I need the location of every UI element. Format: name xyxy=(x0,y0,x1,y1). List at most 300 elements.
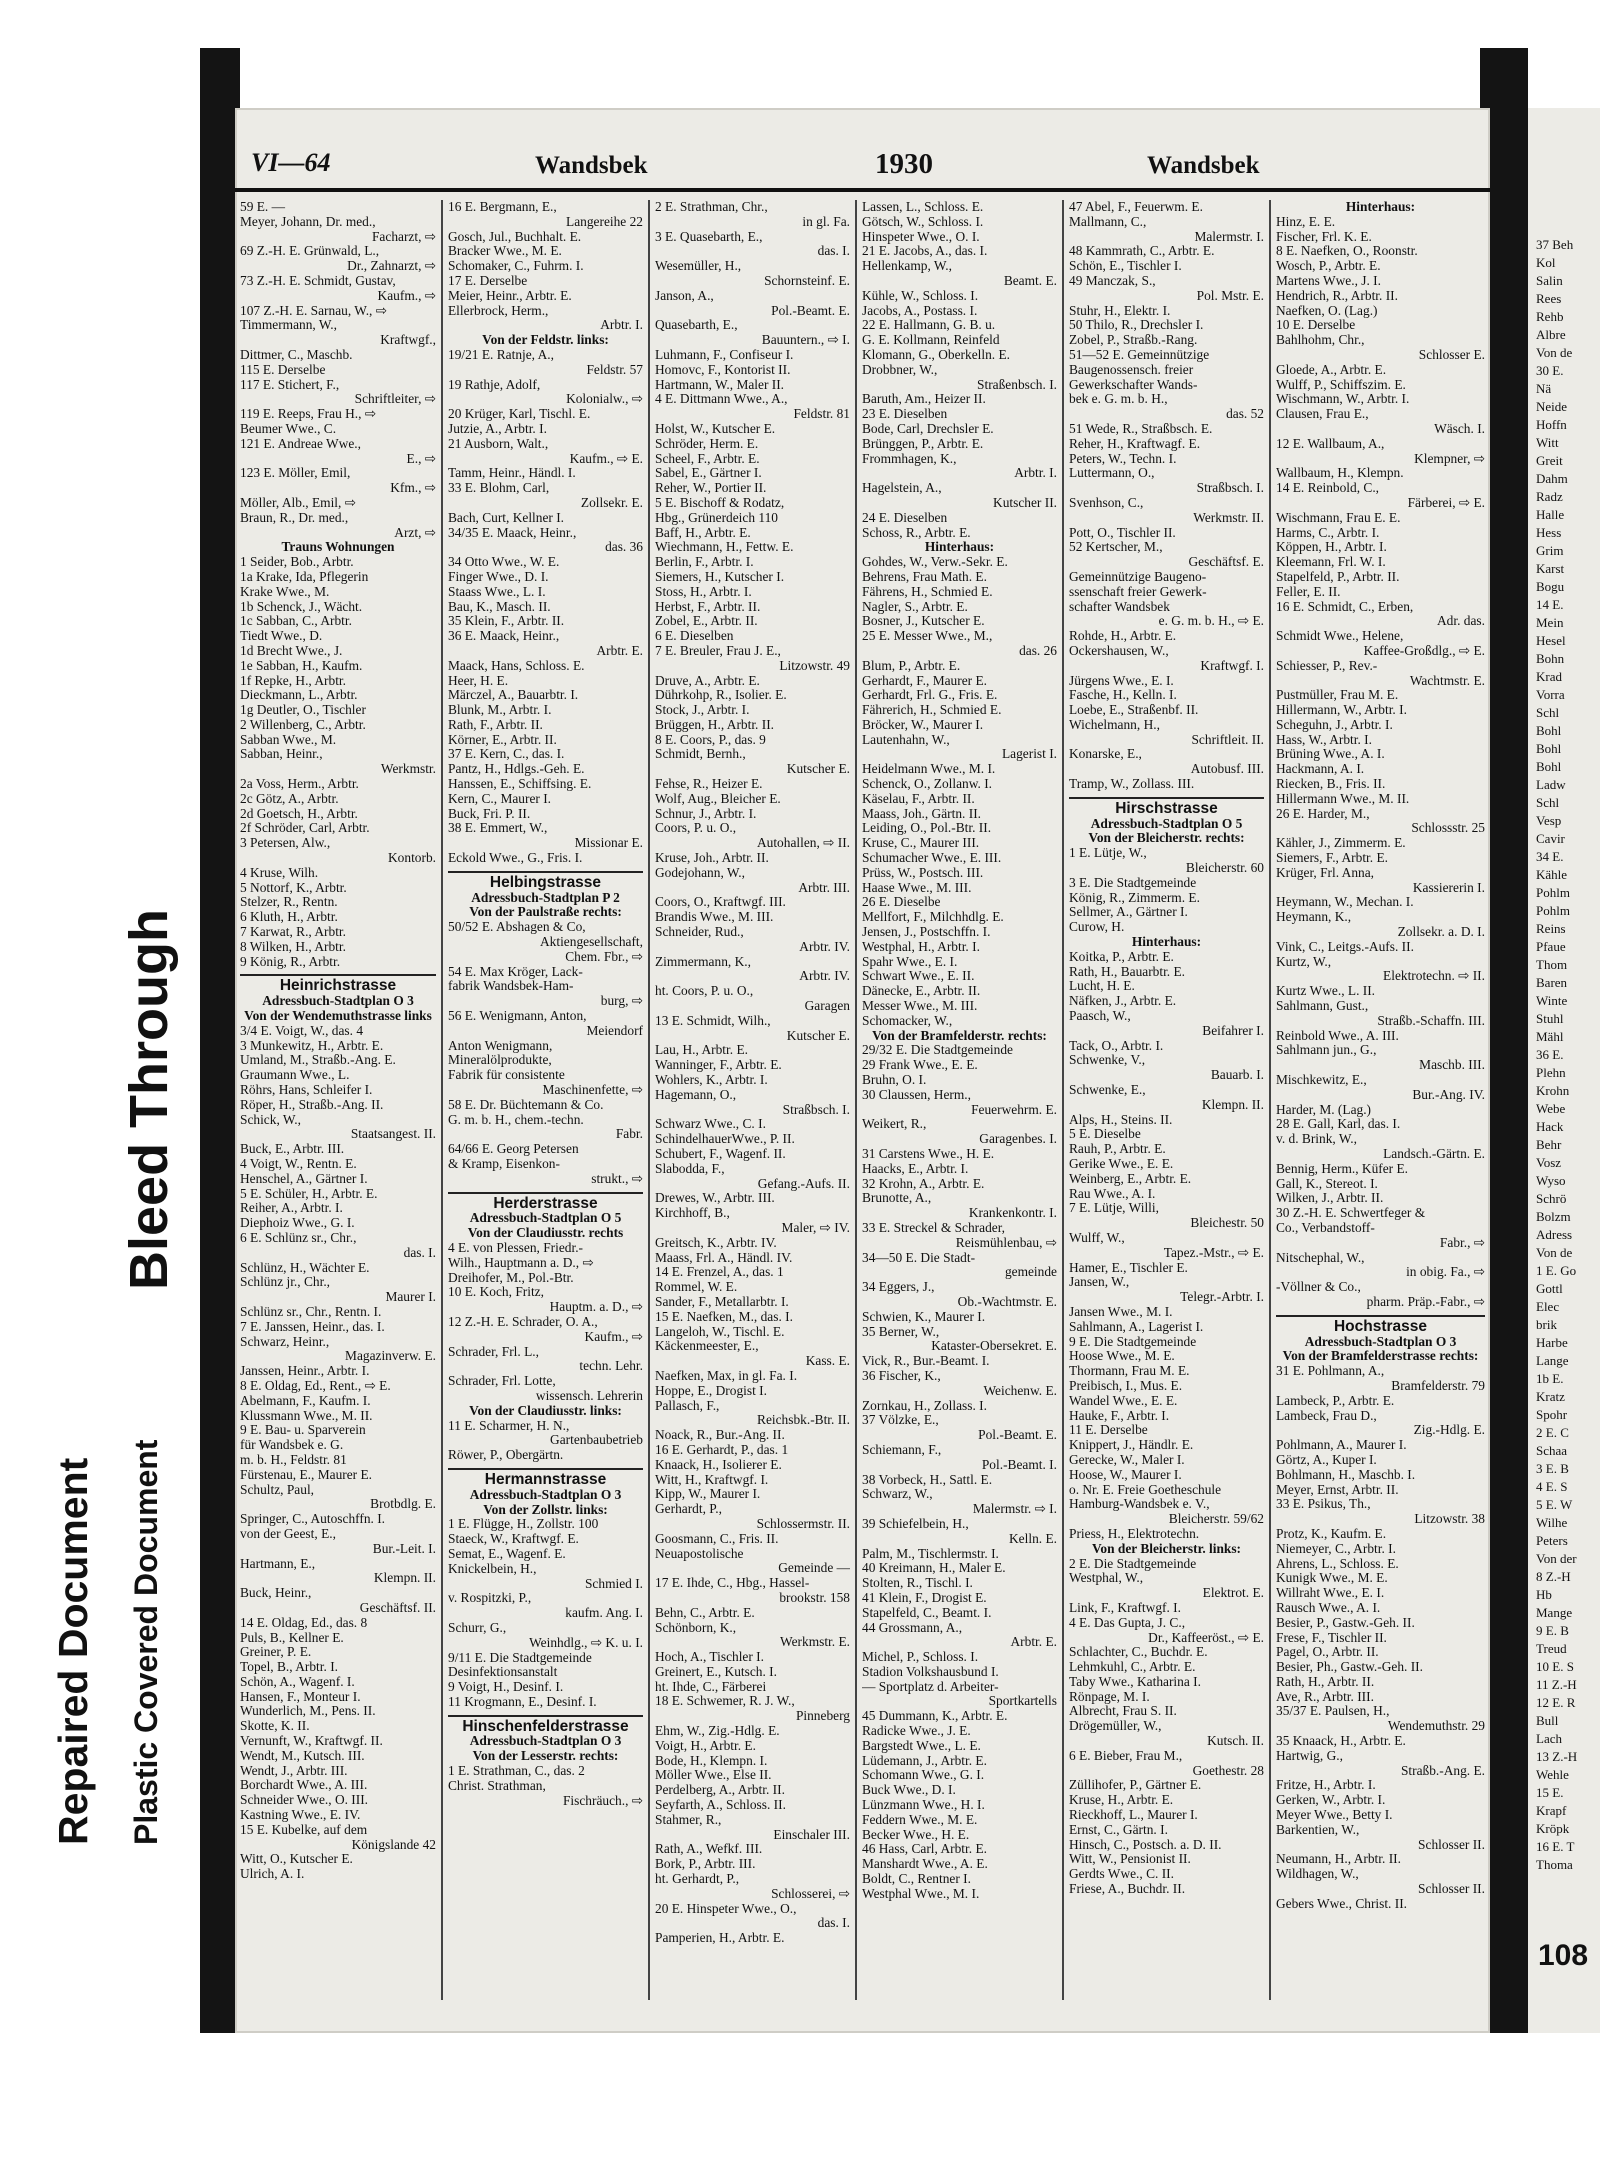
directory-entry: Meyer Wwe., Betty I. xyxy=(1276,1808,1393,1823)
directory-entry: Schlachter, C., Buchdr. E. xyxy=(1069,1645,1208,1660)
directory-entry: Neumann, H., Arbtr. II. xyxy=(1276,1852,1401,1867)
directory-entry: Fürstenau, E., Maurer E. xyxy=(240,1467,373,1482)
directory-entry: Schönborn, K., xyxy=(655,1620,737,1635)
next-page-line: Bohn xyxy=(1536,651,1565,666)
directory-entry: ht. Ihde, C., Färberei xyxy=(655,1679,767,1694)
directory-entry: Henschel, A., Gärtner I. xyxy=(240,1171,368,1186)
directory-entry: 9 E. Bau- u. Sparverein xyxy=(240,1423,366,1438)
directory-entry: 48 Kammrath, C., Arbtr. E. xyxy=(1069,244,1215,259)
directory-entry: Bleicherstr. 60 xyxy=(1185,861,1264,876)
directory-entry: Wesemüller, H., xyxy=(655,259,742,274)
next-page-line: Greit xyxy=(1536,453,1563,468)
directory-entry: Schiemann, F., xyxy=(862,1442,942,1457)
directory-entry: Hinspeter Wwe., O. I. xyxy=(862,229,980,244)
directory-entry: Maschb. III. xyxy=(1419,1058,1485,1073)
directory-entry: Frese, F., Tischler II. xyxy=(1276,1630,1387,1645)
directory-entry: Gartenbaubetrieb xyxy=(550,1433,643,1448)
directory-entry: Rauh, P., Arbtr. E. xyxy=(1069,1142,1166,1157)
directory-entry: Gerhardt, Frl. G., Fris. E. xyxy=(862,688,998,703)
next-page-line: 14 E. xyxy=(1536,597,1564,612)
directory-entry: Schomacker, W., xyxy=(862,1013,953,1028)
directory-entry: techn. Lehr. xyxy=(579,1359,643,1374)
directory-entry: Wendt, J., Arbtr. III. xyxy=(240,1763,348,1778)
directory-entry: Arbtr. I. xyxy=(600,318,643,333)
directory-entry: 33 E. Psikus, Th., xyxy=(1276,1497,1371,1512)
directory-entry: 29/32 E. Die Stadtgemeinde xyxy=(862,1043,1013,1058)
directory-entry: Färberei, ⇨ E. xyxy=(1407,495,1485,510)
scanner-shadow-left xyxy=(200,48,240,2033)
directory-entry: Palm, M., Tischlermstr. I. xyxy=(862,1546,999,1561)
directory-entry: Gefang.-Aufs. II. xyxy=(757,1176,850,1191)
directory-entry: Naefken, O. (Lag.) xyxy=(1276,303,1378,318)
directory-entry: Kolonialw., ⇨ xyxy=(566,392,643,407)
section-note: Hinterhaus: xyxy=(924,540,995,555)
directory-entry: Nagler, S., Arbtr. E. xyxy=(862,599,968,614)
directory-entry: 21 E. Jacobs, A., das. I. xyxy=(862,244,988,259)
section-note: Von der Zollstr. links: xyxy=(483,1502,608,1517)
directory-entry: Kühle, W., Schloss. I. xyxy=(862,288,979,303)
directory-entry: Meyer, Johann, Dr. med., xyxy=(240,214,376,229)
directory-entry: Pallasch, F., xyxy=(655,1398,720,1413)
directory-entry: Straßb.-Schaffn. III. xyxy=(1377,1013,1485,1028)
directory-entry: Eckold Wwe., G., Fris. I. xyxy=(448,851,583,866)
directory-entry: Arbtr. III. xyxy=(798,880,850,895)
directory-entry: Malermstr. ⇨ I. xyxy=(972,1502,1057,1517)
directory-entry: 32 Krohn, A., Arbtr. E. xyxy=(862,1176,985,1191)
directory-entry: 58 E. Dr. Büchtemann & Co. xyxy=(448,1097,604,1112)
next-page-line: Mange xyxy=(1536,1605,1573,1620)
section-note: Von der Paulstraße rechts: xyxy=(469,905,622,920)
directory-entry: Kraftwgf., xyxy=(380,333,436,348)
directory-entry: Jutzie, A., Arbtr. I. xyxy=(448,421,547,436)
next-page-line: Albre xyxy=(1536,327,1566,342)
directory-entry: Besier, Ph., Gastw.-Geh. II. xyxy=(1276,1660,1423,1675)
directory-entry: Arbtr. I. xyxy=(1014,466,1057,481)
directory-column-5 xyxy=(1062,200,1269,2000)
section-note: Von der Bramfelderstr. rechts: xyxy=(872,1028,1047,1043)
directory-entry: Elektrotechn. ⇨ II. xyxy=(1383,969,1485,984)
directory-entry: 9 E. Die Stadtgemeinde xyxy=(1069,1334,1197,1349)
directory-entry: Fährens, H., Schmied E. xyxy=(862,584,993,599)
directory-entry: Michel, P., Schloss. I. xyxy=(862,1650,979,1665)
directory-entry: Chem. Fbr., ⇨ xyxy=(565,949,643,964)
directory-entry: Hoch, A., Tischler I. xyxy=(655,1650,764,1665)
directory-entry: Timmermann, W., xyxy=(240,318,337,333)
directory-entry: 7 Karwat, R., Arbtr. xyxy=(240,925,346,940)
header-city-left: Wandsbek xyxy=(535,152,648,179)
directory-entry: Hellenkamp, W., xyxy=(862,259,952,274)
section-note: Von der Bleicherstr. links: xyxy=(1091,1541,1242,1556)
directory-entry: Landsch.-Gärtn. E. xyxy=(1383,1147,1485,1161)
next-page-line: 3 E. B xyxy=(1536,1461,1569,1476)
directory-entry: Fehse, R., Heizer E. xyxy=(655,777,763,792)
directory-entry: Schultz, Paul, xyxy=(240,1482,315,1497)
directory-entry: 2a Voss, Herm., Arbtr. xyxy=(240,777,359,792)
next-page-line: Hesel xyxy=(1536,633,1566,648)
directory-entry: E., ⇨ xyxy=(406,451,436,466)
directory-entry: Ulrich, A. I. xyxy=(240,1867,305,1882)
directory-entry: Heymann, K., xyxy=(1276,910,1352,925)
next-page-line: Adress xyxy=(1536,1227,1573,1242)
directory-entry: Kern, C., Maurer I. xyxy=(448,791,551,806)
directory-entry: Drögemüller, W., xyxy=(1069,1719,1162,1734)
directory-entry: Straßbsch. I. xyxy=(782,1102,850,1117)
directory-entry: 36 Fischer, K., xyxy=(862,1368,941,1383)
directory-entry: Puls, B., Kellner E. xyxy=(240,1630,344,1645)
next-page-line: Cavir xyxy=(1536,831,1565,846)
directory-entry: Lassen, L., Schloss. E. xyxy=(862,200,984,214)
directory-entry: Nitschephal, W., xyxy=(1276,1250,1365,1265)
directory-entry: Feldstr. 57 xyxy=(586,362,643,377)
directory-entry: 7 E. Breuler, Frau J. E., xyxy=(655,643,781,658)
directory-entry: Protz, K., Kaufm. E. xyxy=(1276,1526,1387,1541)
directory-entry: Bahlhohm, Chr., xyxy=(1276,333,1365,348)
directory-entry: Hoose Wwe., M. E. xyxy=(1069,1349,1175,1364)
directory-entry: Coors, P. u. O., xyxy=(655,821,737,836)
section-note: Adressbuch-Stadtplan O 3 xyxy=(469,1487,622,1502)
directory-entry: Staass Wwe., L. I. xyxy=(448,584,546,599)
directory-entry: 115 E. Derselbe xyxy=(240,362,326,377)
directory-entry: SchindelhauerWwe., P. II. xyxy=(655,1132,795,1147)
directory-entry: Schlosserei, ⇨ xyxy=(771,1886,850,1901)
directory-entry: Maass, Joh., Gärtn. II. xyxy=(862,806,982,821)
directory-entry: 51 Wede, R., Straßbsch. E. xyxy=(1069,421,1213,436)
next-page-line: Grim xyxy=(1536,543,1564,558)
directory-entry: Jansen, W., xyxy=(1069,1275,1130,1290)
directory-entry: 51—52 E. Gemeinnützige xyxy=(1069,347,1210,362)
directory-entry: das. 26 xyxy=(1019,643,1057,658)
directory-entry: Riecken, B., Fris. II. xyxy=(1276,777,1386,792)
directory-entry: Pol.-Beamt. E. xyxy=(771,303,850,318)
directory-entry: Hillermann Wwe., M. II. xyxy=(1276,791,1410,806)
directory-entry: Kähler, J., Zimmerm. E. xyxy=(1276,836,1406,851)
directory-entry: Bauuntern., ⇨ I. xyxy=(761,333,850,348)
directory-entry: das. 52 xyxy=(1226,407,1264,422)
next-page-line: Mähl xyxy=(1536,1029,1564,1044)
directory-entry: Litzowstr. 49 xyxy=(779,658,850,673)
directory-entry: 9/11 E. Die Stadtgemeinde xyxy=(448,1650,592,1665)
directory-entry: Martens Wwe., J. I. xyxy=(1276,273,1381,288)
directory-entry: Schröder, Herm. E. xyxy=(655,436,759,451)
directory-entry: Haase Wwe., M. III. xyxy=(862,880,972,895)
directory-entry: Schnur, J., Arbtr. I. xyxy=(655,806,757,821)
directory-entry: Zollsekr. E. xyxy=(580,495,643,510)
directory-entry: Lüdemann, J., Arbtr. E. xyxy=(862,1753,987,1768)
directory-entry: Hendrich, R., Arbtr. II. xyxy=(1276,288,1398,303)
directory-entry: Baff, H., Arbtr. E. xyxy=(655,525,751,540)
directory-entry: Wallbaum, H., Klempn. xyxy=(1276,466,1404,481)
directory-entry: 19/21 E. Ratnje, A., xyxy=(448,347,554,362)
section-note: Von der Claudiusstr. links: xyxy=(469,1403,622,1418)
directory-entry: -Völlner & Co., xyxy=(1276,1280,1361,1295)
street-heading: Helbingstrasse xyxy=(448,871,643,891)
directory-entry: Bohlmann, H., Maschb. I. xyxy=(1276,1467,1416,1482)
directory-entry: Kutscher E. xyxy=(786,762,850,777)
directory-entry: Gerken, W., Arbtr. I. xyxy=(1276,1793,1386,1808)
directory-entry: 23 E. Dieselben xyxy=(862,407,948,422)
directory-entry: Bramfelderstr. 79 xyxy=(1391,1378,1485,1393)
directory-entry: Klempn. II. xyxy=(373,1571,436,1586)
directory-entry: Arbtr. IV. xyxy=(799,939,850,954)
directory-entry: Schneider Wwe., O. III. xyxy=(240,1793,369,1808)
directory-entry: Reismühlenbau, ⇨ xyxy=(955,1235,1057,1250)
next-page-line: Treud xyxy=(1536,1641,1567,1656)
directory-entry: Hackmann, A. I. xyxy=(1276,762,1365,777)
directory-entry: 11 E. Derselbe xyxy=(1069,1423,1148,1438)
directory-entry: Scheel, F., Arbtr. E. xyxy=(655,451,760,466)
directory-entry: Wachtmstr. E. xyxy=(1409,673,1485,688)
directory-entry: Wichelmann, H., xyxy=(1069,717,1160,732)
section-note: Von der Wendemuthstrasse links xyxy=(244,1009,432,1024)
directory-entry: Hauptm. a. D., ⇨ xyxy=(549,1300,643,1315)
directory-entry: Slabodda, F., xyxy=(655,1161,725,1176)
directory-entry: Taby Wwe., Katharina I. xyxy=(1069,1674,1201,1689)
directory-entry: Gall, K., Stereot. I. xyxy=(1276,1176,1378,1191)
directory-entry: Märczel, A., Bauarbtr. I. xyxy=(448,688,579,703)
directory-entry: Hamburg-Wandsbek e. V., xyxy=(1069,1497,1210,1512)
directory-entry: Lünzmann Wwe., H. I. xyxy=(862,1798,985,1813)
directory-entry: Preibisch, I., Mus. E. xyxy=(1069,1378,1183,1393)
directory-entry: Dieckmann, L., Arbtr. xyxy=(240,688,358,703)
directory-entry: Röhrs, Hans, Schleifer I. xyxy=(240,1083,373,1098)
directory-entry: Facharzt, ⇨ xyxy=(371,229,436,244)
directory-entry: Spahr Wwe., E. I. xyxy=(862,954,958,969)
next-page-line: 12 E. R xyxy=(1536,1695,1576,1710)
directory-entry: Gemeinde — xyxy=(778,1561,850,1576)
directory-entry: Maack, Hans, Schloss. E. xyxy=(448,658,585,673)
directory-entry: Schön, A., Wagenf. I. xyxy=(240,1674,355,1689)
directory-entry: Pott, O., Tischler II. xyxy=(1069,525,1176,540)
directory-entry: Wendemuthstr. 29 xyxy=(1387,1719,1485,1734)
directory-entry: 4 E. Dittmann Wwe., A., xyxy=(655,392,788,407)
directory-entry: Hillermann, W., Arbtr. I. xyxy=(1276,703,1407,718)
directory-entry: Schlünz, H., Wächter E. xyxy=(240,1260,370,1275)
directory-entry: ht. Coors, P. u. O., xyxy=(655,984,754,999)
directory-entry: Wanninger, F., Arbtr. E. xyxy=(655,1058,782,1073)
next-page-line: Karst xyxy=(1536,561,1565,576)
section-note: Von der Bleicherstr. rechts: xyxy=(1088,831,1245,846)
directory-entry: Hanssen, E., Schiffsing. E. xyxy=(448,777,592,792)
directory-entry: Kipp, W., Maurer I. xyxy=(655,1487,761,1502)
directory-entry: Zollsekr. a. D. I. xyxy=(1397,925,1485,940)
next-page-line: Peters xyxy=(1536,1533,1568,1548)
directory-entry: Weikert, R., xyxy=(862,1117,927,1132)
directory-entry: 4 Kruse, Wilh. xyxy=(240,865,319,880)
directory-entry: Käckenmeester, E., xyxy=(655,1339,759,1354)
directory-entry: Kruse, C., Maurer III. xyxy=(862,836,980,851)
next-page-line: Thom xyxy=(1536,957,1568,972)
directory-entry: Maschinenfette, ⇨ xyxy=(542,1083,643,1098)
directory-entry: Clausen, Frau E., xyxy=(1276,407,1369,422)
directory-entry: Reher, H., Kraftwagf. E. xyxy=(1069,436,1201,451)
directory-entry: 35/37 E. Paulsen, H., xyxy=(1276,1704,1390,1719)
directory-entry: Co., Verbandstoff- xyxy=(1276,1220,1375,1235)
next-page-line: Vosz xyxy=(1536,1155,1562,1170)
directory-entry: Neuapostolische xyxy=(655,1546,744,1561)
directory-entry: Bargstedt Wwe., L. E. xyxy=(862,1738,981,1753)
directory-entry: Schmidt Wwe., Helene, xyxy=(1276,629,1404,644)
directory-entry: Hartmann, E., xyxy=(240,1556,316,1571)
directory-entry: Reiher, A., Arbtr. I. xyxy=(240,1201,343,1216)
directory-entry: Wischmann, W., Arbtr. I. xyxy=(1276,392,1410,407)
directory-entry: 1 E. Strathman, C., das. 2 xyxy=(448,1764,585,1779)
directory-entry: 5 E. Dieselbe xyxy=(1069,1127,1141,1142)
next-page-line: Radz xyxy=(1536,489,1563,504)
directory-entry: Ernst, C., Gärtn. I. xyxy=(1069,1822,1168,1837)
directory-entry: Wildhagen, W., xyxy=(1276,1867,1359,1882)
directory-entry: Reichsbk.-Btr. II. xyxy=(757,1413,850,1428)
next-page-line: Nä xyxy=(1536,381,1552,396)
directory-entry: 8 E. Naefken, O., Roonstr. xyxy=(1276,244,1418,259)
directory-entry: 3 E. Die Stadtgemeinde xyxy=(1069,875,1197,890)
next-page-edge xyxy=(1528,108,1600,2033)
directory-entry: Prüss, W., Postsch. III. xyxy=(862,865,984,880)
directory-entry: 8 E. Oldag, Ed., Rent., ⇨ E. xyxy=(240,1378,391,1393)
directory-entry: Sabel, E., Gärtner I. xyxy=(655,466,762,481)
directory-entry: 3/4 E. Voigt, W., das. 4 xyxy=(240,1023,364,1038)
next-page-line: Bohl xyxy=(1536,741,1562,756)
directory-entry: 24 E. Dieselben xyxy=(862,510,948,525)
directory-entry: Stahmer, R., xyxy=(655,1812,722,1827)
header-year: 1930 xyxy=(875,148,933,180)
next-page-line: Bogu xyxy=(1536,579,1565,594)
directory-entry: Gerdts Wwe., C. II. xyxy=(1069,1867,1174,1882)
directory-entry: Bracker Wwe., M. E. xyxy=(448,244,562,259)
directory-entry: Langereihe 22 xyxy=(566,214,643,229)
directory-entry: 20 E. Hinspeter Wwe., O., xyxy=(655,1901,797,1916)
directory-entry: 10 E. Koch, Fritz, xyxy=(448,1285,544,1300)
directory-entry: Straßbsch. I. xyxy=(1196,481,1264,496)
directory-entry: Bleicherstr. 59/62 xyxy=(1168,1512,1264,1527)
directory-entry: Stoss, H., Arbtr. I. xyxy=(655,584,752,599)
next-page-line: Wilhe xyxy=(1536,1515,1568,1530)
directory-entry: 46 Hass, Carl, Arbtr. E. xyxy=(862,1842,987,1857)
directory-entry: Pol.-Beamt. E. xyxy=(978,1428,1057,1443)
next-page-line: Von de xyxy=(1536,345,1573,360)
directory-entry: Malermstr. I. xyxy=(1194,229,1264,244)
label-bleed-through: Bleed Through xyxy=(119,909,179,1290)
directory-entry: Pagel, O., Arbtr. II. xyxy=(1276,1645,1379,1660)
next-page-line: Krad xyxy=(1536,669,1562,684)
section-note: Adressbuch-Stadtplan O 3 xyxy=(469,1734,622,1749)
directory-entry: Pol.-Beamt. I. xyxy=(981,1457,1057,1472)
directory-entry: schafter Wandsbek xyxy=(1069,599,1170,614)
directory-entry: 6 E. Dieselben xyxy=(655,629,734,644)
directory-entry: Ahrens, L., Schloss. E. xyxy=(1276,1556,1399,1571)
directory-entry: 14 E. Oldag, Ed., das. 8 xyxy=(240,1615,368,1630)
directory-entry: Schwenke, V., xyxy=(1069,1053,1146,1068)
next-page-line: Witt xyxy=(1536,435,1559,450)
directory-entry: Blunk, M., Arbtr. I. xyxy=(448,703,552,718)
directory-entry: das. I. xyxy=(403,1245,436,1260)
directory-entry: Brüning Wwe., A. I. xyxy=(1276,747,1385,762)
directory-entry: Pinneberg xyxy=(795,1709,850,1724)
directory-page xyxy=(235,108,1490,2033)
directory-entry: Tiedt Wwe., D. xyxy=(240,629,323,644)
next-page-line: 10 E. S xyxy=(1536,1659,1574,1674)
street-heading: Heinrichstrasse xyxy=(240,974,436,994)
directory-entry: Westphal Wwe., M. I. xyxy=(862,1886,980,1901)
directory-entry: Königslande 42 xyxy=(351,1837,436,1852)
directory-entry: Wulff, W., xyxy=(1069,1230,1125,1245)
directory-entry: Pohlmann, A., Maurer I. xyxy=(1276,1438,1407,1453)
directory-entry: Kassiererin I. xyxy=(1412,880,1485,895)
directory-entry: Kutscher II. xyxy=(993,495,1057,510)
next-page-line: Schl xyxy=(1536,705,1560,720)
directory-entry: Schrader, Frl. Lotte, xyxy=(448,1374,556,1389)
directory-entry: Schriftleiter, ⇨ xyxy=(354,392,436,407)
directory-entry: Feddern Wwe., M. E. xyxy=(862,1812,978,1827)
directory-entry: Kutsch. II. xyxy=(1207,1734,1264,1749)
directory-entry: Wunderlich, M., Pens. II. xyxy=(240,1704,376,1719)
label-repaired-document: Repaired Document xyxy=(50,1457,96,1845)
directory-entry: Schrader, Frl. L., xyxy=(448,1344,539,1359)
directory-entry: 1f Repke, H., Arbtr. xyxy=(240,673,346,688)
directory-entry: 16 E. Gerhardt, P., das. 1 xyxy=(655,1442,789,1457)
directory-entry: das. I. xyxy=(817,244,850,259)
directory-entry: Curow, H. xyxy=(1069,920,1125,935)
directory-entry: Alps, H., Steins. II. xyxy=(1069,1112,1173,1127)
directory-entry: Kaufm., ⇨ xyxy=(584,1329,643,1344)
directory-entry: Körner, E., Arbtr. II. xyxy=(448,732,557,747)
directory-entry: Schwenke, E., xyxy=(1069,1083,1146,1098)
directory-entry: Aktiengesellschaft, xyxy=(540,935,643,950)
directory-entry: Vink, C., Leitgs.-Aufs. II. xyxy=(1276,939,1414,954)
directory-entry: Maass, Frl. A., Händl. IV. xyxy=(655,1250,793,1265)
directory-entry: Sander, F., Metallarbtr. I. xyxy=(655,1294,789,1309)
directory-entry: Lambeck, Frau D., xyxy=(1276,1408,1377,1423)
directory-entry: Stolten, R., Tischl. I. xyxy=(862,1576,973,1591)
next-page-line: 30 E. xyxy=(1536,363,1564,378)
directory-entry: Bröcker, W., Maurer I. xyxy=(862,717,984,732)
directory-entry: 2 Willenberg, C., Arbtr. xyxy=(240,717,366,732)
directory-entry: Lautenhahn, W., xyxy=(862,732,950,747)
directory-entry: Christ. Strathman, xyxy=(448,1778,546,1793)
directory-entry: Hartwig, G., xyxy=(1276,1748,1343,1763)
directory-entry: Sportkartells xyxy=(988,1694,1057,1709)
directory-entry: 4 Voigt, W., Rentn. E. xyxy=(240,1157,357,1171)
directory-entry: 5 E. Bischoff & Rodatz, xyxy=(655,495,785,510)
directory-entry: Fischräuch., ⇨ xyxy=(562,1793,643,1808)
next-page-line: Krapf xyxy=(1536,1803,1567,1818)
directory-entry: Sahlmann, Gust., xyxy=(1276,999,1369,1014)
next-page-line: Gottl xyxy=(1536,1281,1563,1296)
directory-entry: Brunotte, A., xyxy=(862,1191,932,1206)
directory-entry: Jansen Wwe., M. I. xyxy=(1069,1304,1173,1319)
directory-entry: Werkmstr. E. xyxy=(780,1635,850,1650)
directory-entry: in obig. Fa., ⇨ xyxy=(1406,1265,1485,1280)
directory-entry: Noack, R., Bur.-Ang. II. xyxy=(655,1428,785,1443)
directory-entry: bek e. G. m. b. H., xyxy=(1069,392,1168,407)
directory-entry: Röwer, P., Obergärtn. xyxy=(448,1448,564,1463)
directory-entry: Schmidt, Bernh., xyxy=(655,747,746,762)
next-page-line: Webe xyxy=(1536,1101,1566,1116)
directory-entry: 1 E. Lütje, W., xyxy=(1069,846,1147,861)
directory-entry: Frommhagen, K., xyxy=(862,451,957,466)
directory-entry: Telegr.-Arbtr. I. xyxy=(1180,1290,1264,1305)
directory-entry: — Sportplatz d. Arbeiter- xyxy=(862,1679,999,1694)
directory-entry: Topel, B., Arbtr. I. xyxy=(240,1660,338,1675)
section-note: Von der Lesserstr. rechts: xyxy=(472,1749,619,1764)
directory-entry: Quasebarth, E., xyxy=(655,318,738,333)
directory-entry: Brünggen, P., Arbtr. E. xyxy=(862,436,984,451)
next-page-line: Von der xyxy=(1536,1551,1577,1566)
directory-entry: Zimmermann, K., xyxy=(655,954,751,969)
directory-entry: 64/66 E. Georg Petersen xyxy=(448,1142,579,1157)
directory-entry: G. m. b. H., chem.-techn. xyxy=(448,1112,584,1127)
directory-entry: 13 E. Schmidt, Wilh., xyxy=(655,1013,771,1028)
directory-entry: Schick, W., xyxy=(240,1112,302,1127)
